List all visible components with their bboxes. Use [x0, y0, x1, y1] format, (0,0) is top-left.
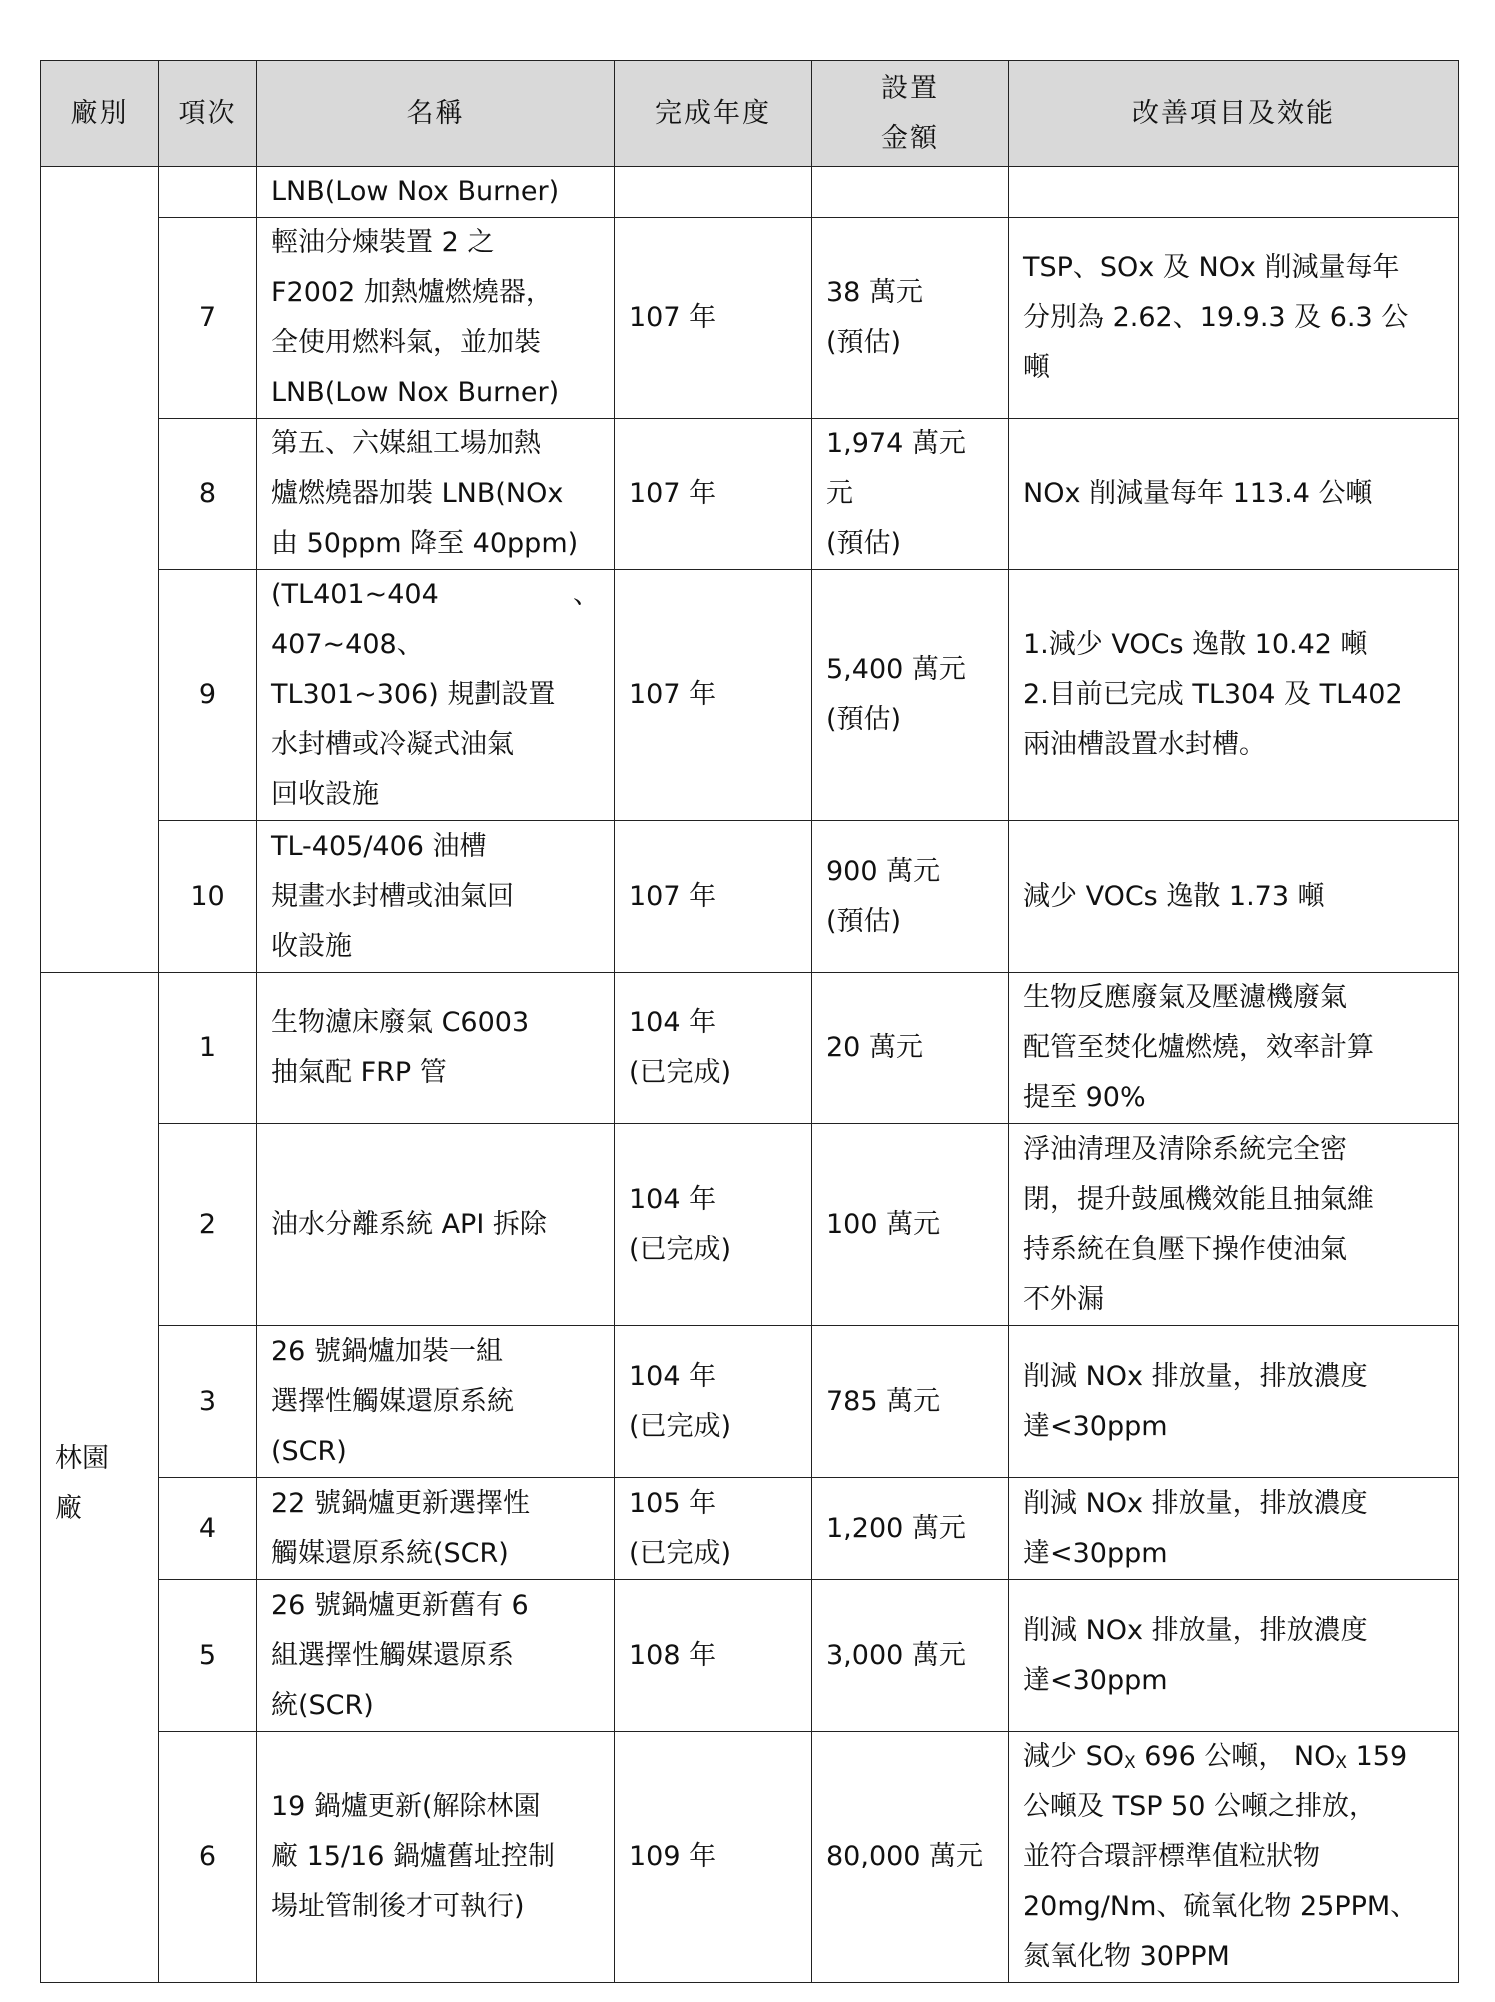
row-8-amount-line: 1,974 萬元	[826, 428, 966, 459]
linyuan-row-3-year-line: 104 年	[629, 1360, 717, 1392]
linyuan-row-4-year-line: (已完成)	[629, 1537, 732, 1569]
linyuan-row-2-effect	[1009, 1124, 1459, 1326]
row-9-amount	[812, 570, 1009, 821]
linyuan-row-5-name-line: 統(SCR)	[271, 1689, 374, 1721]
linyuan-row-5-name-line: 26 號鍋爐更新舊有 6	[271, 1589, 529, 1621]
linyuan-row-3-name	[257, 1326, 615, 1478]
header-improvement: 改善項目及效能	[1009, 61, 1459, 167]
linyuan-row-6-amount	[812, 1732, 1009, 1983]
linyuan-row-2-year-line: 104 年	[629, 1183, 717, 1215]
header-amount	[812, 61, 1009, 167]
linyuan-row-4-amount	[812, 1478, 1009, 1580]
linyuan-row-1-effect-line: 提至 90%	[1023, 1082, 1146, 1113]
row-8-year	[615, 419, 812, 570]
linyuan-row-1-year-line: 104 年	[629, 1007, 717, 1038]
row-7-effect-line: TSP、SOx 及 NOx 削減量每年	[1023, 252, 1400, 283]
row-7-name	[257, 218, 615, 419]
header-item-no: 項次	[159, 61, 257, 167]
row-9-year	[615, 570, 812, 821]
row-8-name	[257, 419, 615, 570]
linyuan-row-3-name-line: 26 號鍋爐加裝一組	[271, 1335, 503, 1367]
continued-effect	[1009, 167, 1459, 218]
row-10-effect-line: 減少 VOCs 逸散 1.73 噸	[1023, 880, 1325, 912]
row-9-effect-line: 1.減少 VOCs 逸散 10.42 噸	[1023, 629, 1368, 660]
row-10-year-line: 107 年	[629, 880, 717, 912]
linyuan-row-2-effect-line: 閉，提升鼓風機效能且抽氣維	[1023, 1183, 1374, 1215]
linyuan-row-5-name-line: 組選擇性觸媒還原系	[271, 1639, 514, 1671]
row-8-amount-line: (預估)	[826, 528, 902, 559]
row-10-year	[615, 821, 812, 973]
row-10-amount	[812, 821, 1009, 973]
table-row	[41, 218, 1459, 419]
linyuan-row-3-effect	[1009, 1326, 1459, 1478]
linyuan-row-4-name-line: 22 號鍋爐更新選擇性	[271, 1487, 530, 1519]
linyuan-row-3-effect-line: 達<30ppm	[1023, 1410, 1168, 1442]
linyuan-row-5-amount	[812, 1580, 1009, 1732]
header-amount-line1: 設置	[881, 72, 939, 104]
plant-cell-continued	[41, 167, 159, 973]
linyuan-row-2-amount-line: 100 萬元	[826, 1208, 941, 1240]
linyuan-row-2-item-no: 2	[159, 1124, 257, 1326]
row-9-name	[257, 570, 615, 821]
row-7-name-line: 輕油分煉裝置 2 之	[271, 227, 495, 258]
linyuan-row-4-amount-line: 1,200 萬元	[826, 1512, 966, 1544]
row-9-effect-line: 2.目前已完成 TL304 及 TL402	[1023, 679, 1403, 710]
linyuan-row-1-amount-line: 20 萬元	[826, 1032, 923, 1063]
plant-cell-linyuan	[41, 973, 159, 1983]
row-7-name-line: LNB(Low Nox Burner)	[271, 377, 560, 408]
linyuan-row-5-amount-line: 3,000 萬元	[826, 1639, 966, 1671]
linyuan-row-4-name	[257, 1478, 615, 1580]
row-9-amount-line: 5,400 萬元	[826, 654, 966, 685]
row-10-effect	[1009, 821, 1459, 973]
continued-year	[615, 167, 812, 218]
row-8-name-line: 第五、六媒組工場加熱	[271, 428, 541, 459]
linyuan-row-2-year-line: (已完成)	[629, 1233, 732, 1265]
linyuan-row-6-year-line: 109 年	[629, 1841, 717, 1872]
linyuan-row-6-effect-line: 並符合環評標準值粒狀物	[1023, 1841, 1320, 1872]
improvement-table	[40, 60, 1459, 1983]
linyuan-row-1-effect	[1009, 973, 1459, 1124]
linyuan-row-1-item-no: 1	[159, 973, 257, 1124]
row-10-name	[257, 821, 615, 973]
row-7-item-no: 7	[159, 218, 257, 419]
row-9-year-line: 107 年	[629, 679, 717, 710]
row-10-amount-line: 900 萬元	[826, 855, 941, 887]
row-7-effect	[1009, 218, 1459, 419]
row-10-name-line: 收設施	[271, 930, 352, 962]
row-8-name-line: 爐燃燒器加裝 LNB(NOx	[271, 478, 564, 509]
linyuan-row-4-name-line: 觸媒還原系統(SCR)	[271, 1537, 509, 1569]
linyuan-row-2-effect-line: 浮油清理及清除系統完全密	[1023, 1133, 1347, 1165]
linyuan-row-4-effect	[1009, 1478, 1459, 1580]
linyuan-row-6-name-line: 場址管制後才可執行)	[271, 1891, 525, 1922]
linyuan-row-1-year	[615, 973, 812, 1124]
linyuan-row-2-effect-line: 持系統在負壓下操作使油氣	[1023, 1233, 1347, 1265]
table-row	[41, 1124, 1459, 1326]
header-amount-line2: 金額	[881, 122, 939, 154]
linyuan-row-3-year	[615, 1326, 812, 1478]
linyuan-row-5-effect-line: 達<30ppm	[1023, 1664, 1168, 1696]
row-8-effect-line: NOx 削減量每年 113.4 公噸	[1023, 478, 1373, 509]
linyuan-row-6-name	[257, 1732, 615, 1983]
linyuan-row-3-amount	[812, 1326, 1009, 1478]
linyuan-row-2-effect-line: 不外漏	[1023, 1283, 1104, 1315]
linyuan-row-6-amount-line: 80,000 萬元	[826, 1841, 984, 1872]
plant-name-line: 林園	[55, 1442, 109, 1474]
linyuan-row-6-year	[615, 1732, 812, 1983]
row-9-name-line: TL301~306) 規劃設置	[271, 679, 556, 710]
header-name: 名稱	[257, 61, 615, 167]
linyuan-row-3-effect-line: 削減 NOx 排放量，排放濃度	[1023, 1360, 1368, 1392]
row-9-name-line: (TL401~404、407~408、	[271, 579, 600, 660]
row-8-amount	[812, 419, 1009, 570]
row-7-year	[615, 218, 812, 419]
linyuan-row-1-name-line: 抽氣配 FRP 管	[271, 1057, 447, 1088]
linyuan-row-3-item-no: 3	[159, 1326, 257, 1478]
linyuan-row-6-name-line: 19 鍋爐更新(解除林園	[271, 1791, 541, 1822]
plant-name-line: 廠	[55, 1492, 82, 1524]
table-row	[41, 419, 1459, 570]
row-9-effect	[1009, 570, 1459, 821]
linyuan-row-5-year	[615, 1580, 812, 1732]
row-8-amount-line: 元	[826, 478, 853, 509]
row-9-amount-line: (預估)	[826, 704, 902, 735]
header-plant: 廠別	[41, 61, 159, 167]
linyuan-row-3-name-line: 選擇性觸媒還原系統	[271, 1385, 514, 1417]
row-7-name-line: 全使用燃料氣，並加裝	[271, 327, 541, 358]
row-7-effect-line: 分別為 2.62、19.9.3 及 6.3 公	[1023, 302, 1409, 333]
table-row	[41, 570, 1459, 821]
row-10-amount-line: (預估)	[826, 905, 902, 937]
linyuan-row-5-effect	[1009, 1580, 1459, 1732]
linyuan-row-1-amount	[812, 973, 1009, 1124]
row-7-amount-line: 38 萬元	[826, 277, 923, 308]
linyuan-row-2-year	[615, 1124, 812, 1326]
linyuan-row-1-effect-line: 配管至焚化爐燃燒，效率計算	[1023, 1032, 1374, 1063]
linyuan-row-4-effect-line: 削減 NOx 排放量，排放濃度	[1023, 1487, 1368, 1519]
header-row	[41, 61, 1459, 167]
continued-name: LNB(Low Nox Burner)	[257, 167, 615, 218]
row-7-effect-line: 噸	[1023, 352, 1050, 383]
linyuan-row-4-item-no: 4	[159, 1478, 257, 1580]
row-10-item-no: 10	[159, 821, 257, 973]
linyuan-row-5-item-no: 5	[159, 1580, 257, 1732]
linyuan-row-6-item-no: 6	[159, 1732, 257, 1983]
linyuan-row-1-name	[257, 973, 615, 1124]
linyuan-row-1-name-line: 生物濾床廢氣 C6003	[271, 1007, 530, 1038]
table-row	[41, 1732, 1459, 1983]
linyuan-row-3-amount-line: 785 萬元	[826, 1385, 941, 1417]
table-row	[41, 973, 1459, 1124]
row-10-name-line: 規畫水封槽或油氣回	[271, 880, 514, 912]
row-8-item-no: 8	[159, 419, 257, 570]
linyuan-row-6-effect-line: 20mg/Nm、硫氧化物 25PPM、	[1023, 1891, 1418, 1922]
row-9-item-no: 9	[159, 570, 257, 821]
linyuan-row-5-effect-line: 削減 NOx 排放量，排放濃度	[1023, 1614, 1368, 1646]
linyuan-row-4-effect-line: 達<30ppm	[1023, 1537, 1168, 1569]
linyuan-row-2-amount	[812, 1124, 1009, 1326]
table-row	[41, 1326, 1459, 1478]
row-7-name-line: F2002 加熱爐燃燒器，	[271, 277, 553, 308]
row-9-name-line: 回收設施	[271, 779, 379, 810]
header-year: 完成年度	[615, 61, 812, 167]
row-7-amount-line: (預估)	[826, 327, 902, 358]
linyuan-row-5-year-line: 108 年	[629, 1639, 717, 1671]
row-8-year-line: 107 年	[629, 478, 717, 509]
linyuan-row-3-name-line: (SCR)	[271, 1435, 347, 1467]
linyuan-row-2-name	[257, 1124, 615, 1326]
continued-row	[41, 167, 1459, 218]
subscript: X	[1123, 1753, 1136, 1773]
row-7-amount	[812, 218, 1009, 419]
linyuan-row-6-name-line: 廠 15/16 鍋爐舊址控制	[271, 1841, 555, 1872]
linyuan-row-6-effect-line: 氮氧化物 30PPM	[1023, 1941, 1230, 1972]
row-8-name-line: 由 50ppm 降至 40ppm)	[271, 528, 579, 559]
table-row	[41, 1580, 1459, 1732]
linyuan-row-6-effect-line: 減少 $SO_X$ 696 公噸， $NO_X$ 159	[1023, 1741, 1408, 1773]
row-9-effect-line: 兩油槽設置水封槽。	[1023, 729, 1266, 760]
continued-no	[159, 167, 257, 218]
table-row	[41, 821, 1459, 973]
table-row	[41, 1478, 1459, 1580]
linyuan-row-6-effect	[1009, 1732, 1459, 1983]
linyuan-row-3-year-line: (已完成)	[629, 1410, 732, 1442]
linyuan-row-1-year-line: (已完成)	[629, 1057, 732, 1088]
linyuan-row-4-year	[615, 1478, 812, 1580]
row-8-effect	[1009, 419, 1459, 570]
linyuan-row-2-name-line: 油水分離系統 API 拆除	[271, 1208, 547, 1240]
row-7-year-line: 107 年	[629, 302, 717, 333]
linyuan-row-6-effect-line: 公噸及 TSP 50 公噸之排放，	[1023, 1791, 1377, 1822]
row-10-name-line: TL-405/406 油槽	[271, 830, 487, 862]
linyuan-row-1-effect-line: 生物反應廢氣及壓濾機廢氣	[1023, 982, 1347, 1013]
subscript: X	[1335, 1753, 1348, 1773]
linyuan-row-4-year-line: 105 年	[629, 1487, 717, 1519]
linyuan-row-5-name	[257, 1580, 615, 1732]
row-9-name-line: 水封槽或冷凝式油氣	[271, 729, 514, 760]
continued-amount	[812, 167, 1009, 218]
